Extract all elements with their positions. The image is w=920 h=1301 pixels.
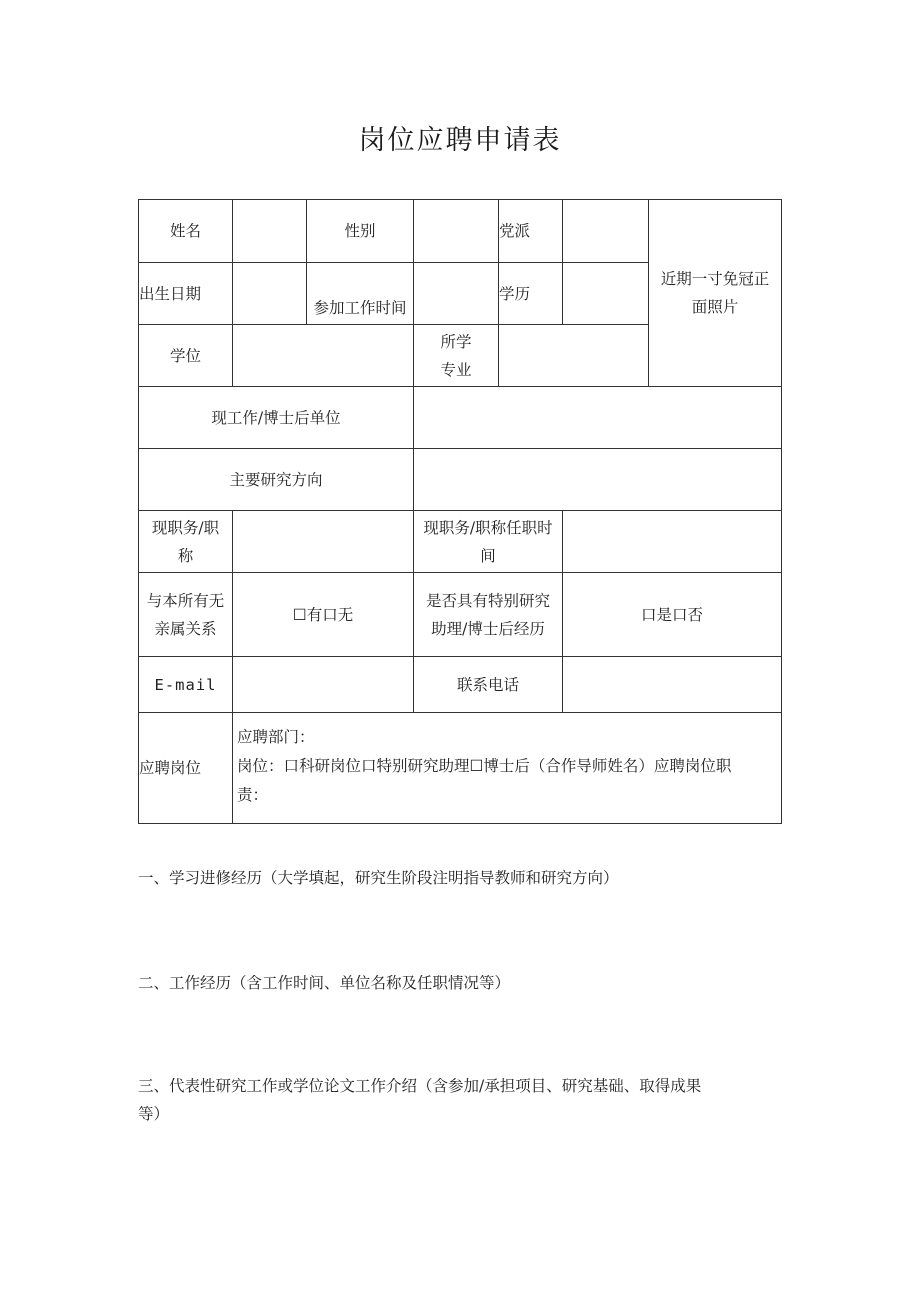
birth-date-label: 出生日期: [139, 263, 233, 325]
education-label: 学历: [499, 263, 563, 325]
assistant-experience-label-line2: 助理/博士后经历: [431, 619, 545, 638]
assistant-experience-label: [414, 573, 563, 657]
major-label-line2: 专业: [440, 360, 472, 379]
current-title-label: [139, 511, 233, 573]
assistant-experience-label-line1: 是否具有特别研究: [425, 591, 550, 610]
current-title-field[interactable]: [233, 511, 414, 573]
section-representative-work: [138, 1072, 778, 1128]
current-title-label-line1: 现职务/职: [151, 518, 220, 537]
current-unit-field[interactable]: [414, 387, 782, 449]
major-field[interactable]: [499, 325, 649, 387]
current-unit-label: 现工作/博士后单位: [139, 387, 414, 449]
phone-label: 联系电话: [414, 657, 563, 713]
gender-field[interactable]: [414, 200, 499, 263]
title-tenure-label-line2: 间: [480, 546, 496, 565]
current-title-label-line2: 称: [177, 546, 194, 565]
application-form-table: [138, 199, 782, 824]
page-title: 岗位应聘申请表: [358, 125, 562, 156]
relatives-label-line2: 亲属关系: [154, 619, 217, 638]
section-study-history: 一、学习进修经历（大学填起，研究生阶段注明指导教师和研究方向）: [138, 869, 619, 887]
name-field[interactable]: [233, 200, 307, 263]
title-tenure-field[interactable]: [563, 511, 782, 573]
email-label: E-mail: [139, 657, 233, 713]
post-type-line: 岗位：口科研岗位口特别研究助理☐博士后（合作导师姓名）应聘岗位职: [237, 757, 732, 775]
photo-caption-line2: 面照片: [691, 298, 739, 316]
name-label: 姓名: [139, 200, 233, 263]
photo-caption-line1: 近期一寸免冠正: [660, 270, 770, 288]
phone-field[interactable]: [563, 657, 782, 713]
relatives-label: [139, 573, 233, 657]
email-field[interactable]: [233, 657, 414, 713]
gender-label: 性别: [307, 200, 414, 263]
section-work-history: 二、工作经历（含工作时间、单位名称及任职情况等）: [138, 974, 511, 992]
post-duty-line: 责：: [237, 786, 269, 804]
section-representative-work-line1: 三、代表性研究工作或学位论文工作介绍（含参加/承担项目、研究基础、取得成果: [138, 1077, 702, 1095]
degree-field[interactable]: [233, 325, 414, 387]
title-tenure-label: [414, 511, 563, 573]
research-direction-field[interactable]: [414, 449, 782, 511]
research-direction-label: 主要研究方向: [139, 449, 414, 511]
party-field[interactable]: [563, 200, 649, 263]
work-start-label: 参加工作时间: [307, 263, 414, 325]
applied-post-label: 应聘岗位: [139, 713, 233, 824]
degree-label: 学位: [139, 325, 233, 387]
applied-post-field[interactable]: [233, 713, 782, 824]
birth-date-field[interactable]: [233, 263, 307, 325]
title-tenure-label-line1: 现职务/职称任职时: [423, 518, 553, 537]
major-label-line1: 所学: [440, 332, 472, 351]
photo-box[interactable]: [649, 200, 782, 387]
party-label: 党派: [499, 200, 563, 263]
work-start-field[interactable]: [414, 263, 499, 325]
assistant-experience-options[interactable]: 口是口否: [563, 573, 782, 657]
major-label: [414, 325, 499, 387]
post-department-line: 应聘部门：: [237, 728, 315, 746]
relatives-options[interactable]: ☐有口无: [233, 573, 414, 657]
section-representative-work-line2: 等）: [138, 1105, 170, 1123]
education-field[interactable]: [563, 263, 649, 325]
relatives-label-line1: 与本所有无: [146, 591, 225, 610]
